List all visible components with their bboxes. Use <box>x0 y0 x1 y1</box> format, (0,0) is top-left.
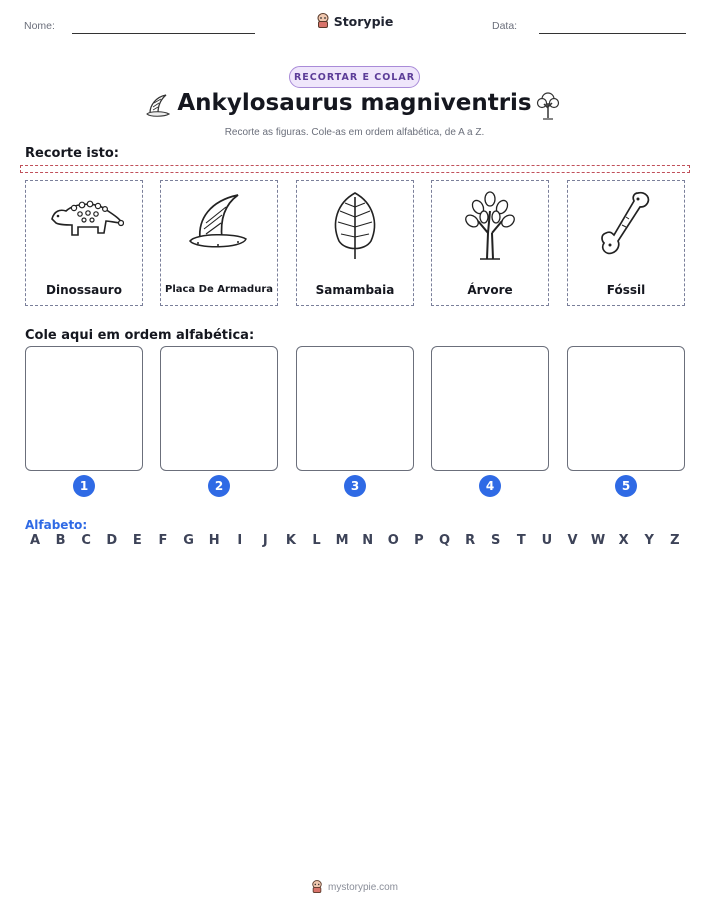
cut-card-fern[interactable] <box>296 180 414 306</box>
alphabet-letter: W <box>590 533 606 548</box>
cut-section-label: Recorte isto: <box>25 146 119 161</box>
alphabet-letter: K <box>285 533 296 548</box>
storypie-mascot-icon <box>316 13 330 29</box>
order-number-5: 5 <box>615 475 637 497</box>
dinosaur-icon <box>44 189 124 247</box>
fossil-bone-icon <box>596 189 656 259</box>
armor-plate-icon <box>184 189 254 253</box>
order-number-2: 2 <box>208 475 230 497</box>
footer-site-link[interactable]: mystorypie.com <box>327 881 398 893</box>
fern-icon <box>325 189 385 261</box>
alphabet-letter: H <box>208 533 220 548</box>
alphabet-letter: Q <box>438 533 451 548</box>
cut-card-tree[interactable] <box>431 180 549 306</box>
alphabet-letter: Z <box>670 533 680 548</box>
cut-card-dinosaur[interactable] <box>25 180 143 306</box>
alphabet-letter: E <box>132 533 142 548</box>
alphabet-letter: I <box>237 533 243 548</box>
paste-box-4[interactable] <box>431 346 549 471</box>
paste-section-label: Cole aqui em ordem alfabética: <box>25 328 255 343</box>
alphabet-letter: X <box>618 533 629 548</box>
date-label: Data: <box>492 20 518 32</box>
paste-box-3[interactable] <box>296 346 414 471</box>
brand-name: Storypie <box>333 13 394 29</box>
page-title: Ankylosaurus magniventris <box>177 90 532 116</box>
alphabet-letter: L <box>312 533 321 548</box>
storypie-mascot-icon <box>311 880 323 894</box>
card-label: Fóssil <box>606 283 646 297</box>
alphabet-letter: S <box>491 533 501 548</box>
brand-logo <box>0 13 709 29</box>
cut-card-fossil[interactable] <box>567 180 685 306</box>
order-number-4: 4 <box>479 475 501 497</box>
activity-type-badge: RECORTAR E COLAR <box>289 66 420 88</box>
paste-box-2[interactable] <box>160 346 278 471</box>
alphabet-letter: U <box>541 533 553 548</box>
alphabet-letter: G <box>183 533 194 548</box>
alphabet-letter: N <box>362 533 374 548</box>
paste-box-5[interactable] <box>567 346 685 471</box>
card-label: Árvore <box>467 283 513 297</box>
card-label: Placa De Armadura <box>164 284 274 295</box>
alphabet-letter: P <box>414 533 424 548</box>
alphabet-letter: B <box>55 533 66 548</box>
alphabet-letter: V <box>567 533 578 548</box>
alphabet-letter: C <box>81 533 91 548</box>
alphabet-row <box>25 533 685 548</box>
alphabet-letter: J <box>262 533 268 548</box>
tree-icon <box>535 90 561 122</box>
alphabet-letter: M <box>335 533 349 548</box>
paste-box-1[interactable] <box>25 346 143 471</box>
order-number-1: 1 <box>73 475 95 497</box>
name-label: Nome: <box>24 20 55 32</box>
card-label: Dinossauro <box>46 283 122 297</box>
alphabet-letter: A <box>29 533 41 548</box>
cut-line <box>20 165 690 173</box>
order-number-3: 3 <box>344 475 366 497</box>
instructions: Recorte as figuras. Cole-as em ordem alfabética, de A a Z. <box>224 127 485 138</box>
alphabet-letter: O <box>387 533 399 548</box>
tree-icon <box>460 189 520 261</box>
alphabet-letter: F <box>158 533 168 548</box>
cut-card-armor-plate[interactable] <box>160 180 278 306</box>
alphabet-letter: Y <box>644 533 654 548</box>
alphabet-label: Alfabeto: <box>25 518 88 532</box>
alphabet-letter: T <box>516 533 526 548</box>
alphabet-letter: D <box>106 533 118 548</box>
alphabet-letter: R <box>465 533 476 548</box>
name-line[interactable] <box>72 33 255 34</box>
footer <box>0 880 709 894</box>
card-label: Samambaia <box>315 283 395 297</box>
date-line[interactable] <box>539 33 686 34</box>
